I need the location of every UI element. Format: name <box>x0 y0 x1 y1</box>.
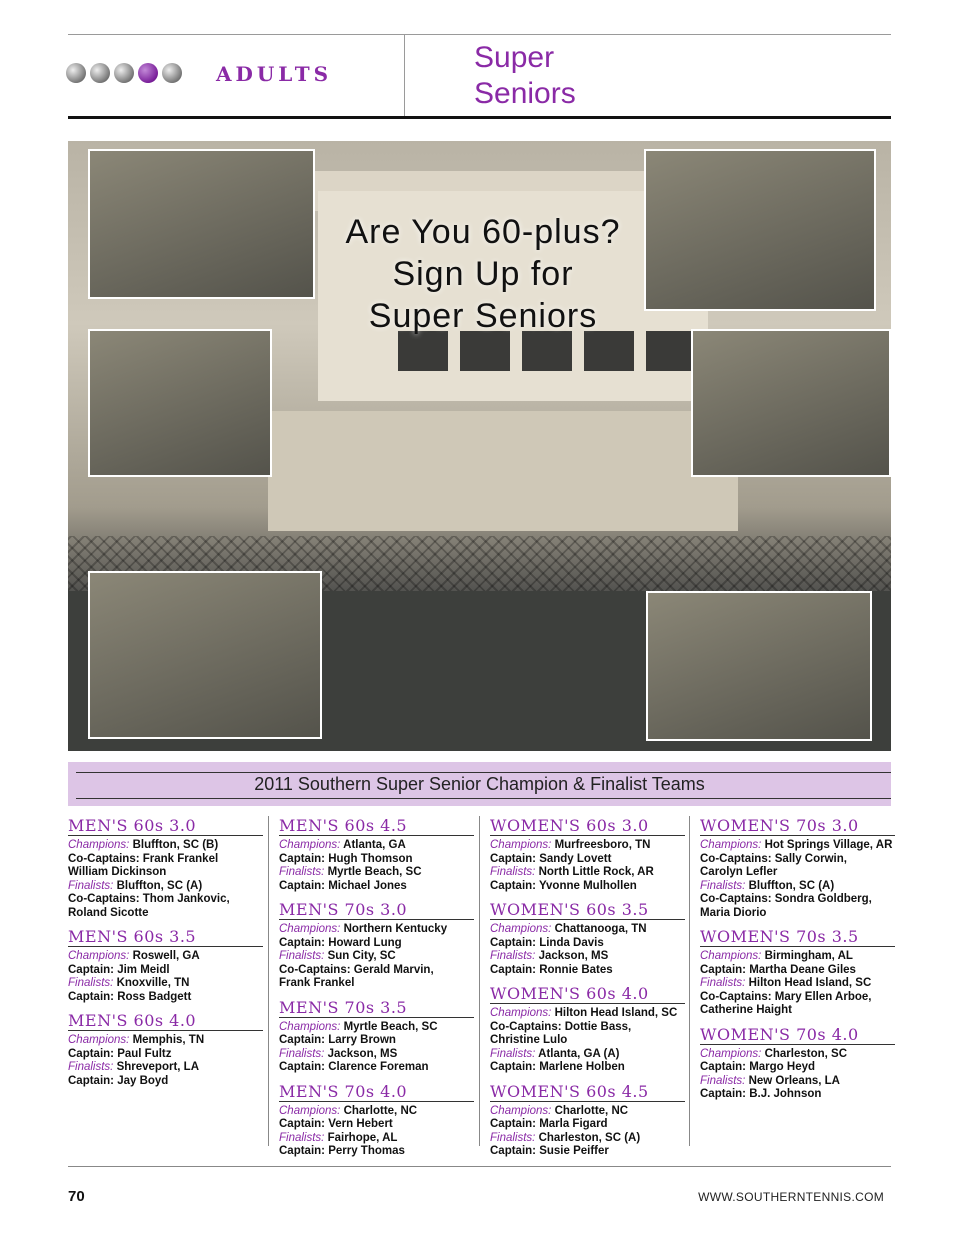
header-bottom-rule <box>68 116 891 119</box>
result-value: Jackson, MS <box>327 1047 398 1060</box>
result-value: Co-Captains: Frank Frankel <box>68 852 219 865</box>
result-label: Champions: <box>700 839 762 851</box>
result-label: Finalists: <box>490 866 536 878</box>
result-value: Hilton Head Island, SC <box>554 1007 678 1019</box>
result-value: Captain: Marlene Holben <box>490 1061 625 1073</box>
result-value: New Orleans, LA <box>748 1074 840 1087</box>
result-value: Atlanta, GA <box>343 839 406 851</box>
result-line <box>490 1021 685 1035</box>
result-line <box>490 839 685 853</box>
result-value: Birmingham, AL <box>764 950 853 962</box>
result-label: Champions: <box>68 839 130 851</box>
division-title: MEN'S 70s 3.0 <box>279 900 474 920</box>
building-windows <box>398 331 698 371</box>
division-title: WOMEN'S 70s 3.0 <box>700 816 895 836</box>
result-line <box>279 1061 474 1075</box>
result-value: Captain: Perry Thomas <box>279 1145 405 1157</box>
result-line <box>490 1061 685 1075</box>
result-value: Shreveport, LA <box>116 1061 200 1073</box>
band-rule-top <box>76 772 891 773</box>
division-spacer <box>490 977 685 984</box>
result-line <box>68 964 263 978</box>
division-spacer <box>68 920 263 927</box>
column-divider <box>689 816 690 1146</box>
page-title-line-2: Seniors <box>474 77 576 110</box>
division-block <box>279 1082 474 1159</box>
results-column-2 <box>279 816 474 1159</box>
result-label: Champions: <box>68 1034 130 1046</box>
column-divider <box>268 816 269 1146</box>
division-block <box>700 927 895 1018</box>
result-line <box>279 950 474 964</box>
result-line <box>490 950 685 964</box>
result-value: Bluffton, SC (A) <box>748 879 835 892</box>
tennis-balls-icon <box>66 63 182 83</box>
result-value: Myrtle Beach, SC <box>343 1020 438 1033</box>
result-line <box>68 1048 263 1062</box>
result-line <box>700 880 895 894</box>
tennis-ball-icon <box>162 63 182 83</box>
inset-photo-hug <box>88 149 315 299</box>
result-line <box>279 880 474 894</box>
result-line <box>279 977 474 991</box>
result-line <box>700 866 895 880</box>
result-line <box>68 866 263 880</box>
headline-line-1: Are You 60-plus? <box>345 213 621 251</box>
result-value: Jackson, MS <box>538 950 609 962</box>
division-spacer <box>490 893 685 900</box>
result-value: Charleston, SC <box>764 1047 848 1060</box>
result-line <box>490 1118 685 1132</box>
result-line <box>68 893 263 907</box>
results-title: 2011 Southern Super Senior Champion & Finalist Teams <box>254 774 705 794</box>
division-title: WOMEN'S 70s 4.0 <box>700 1025 895 1045</box>
result-label: Champions: <box>68 950 130 962</box>
result-label: Finalists: <box>700 977 746 989</box>
result-value: Christine Lulo <box>490 1034 568 1046</box>
result-value: Sun City, SC <box>327 950 396 962</box>
inset-photo-volley <box>691 329 891 477</box>
result-label: Champions: <box>279 1104 341 1117</box>
result-label: Finalists: <box>490 1047 536 1060</box>
result-line <box>279 923 474 937</box>
result-label: Finalists: <box>700 1074 746 1087</box>
result-value: Captain: Ross Badgett <box>68 990 192 1003</box>
result-line <box>700 1075 895 1089</box>
division-title: MEN'S 70s 4.0 <box>279 1082 474 1102</box>
result-value: William Dickinson <box>68 866 167 878</box>
division-title: MEN'S 60s 4.5 <box>279 816 474 836</box>
result-value: Co-Captains: Thom Jankovic, <box>68 893 230 905</box>
division-block <box>68 927 263 1004</box>
section-label: ADULTS <box>216 62 333 86</box>
result-value: Charleston, SC (A) <box>538 1131 641 1144</box>
division-title: WOMEN'S 60s 4.5 <box>490 1082 685 1102</box>
result-line <box>700 1061 895 1075</box>
result-value: Myrtle Beach, SC <box>327 866 422 878</box>
result-line <box>68 880 263 894</box>
result-line <box>490 853 685 867</box>
division-block <box>490 1082 685 1159</box>
result-line <box>490 923 685 937</box>
result-value: Co-Captains: Sondra Goldberg, <box>700 893 872 905</box>
result-value: Chattanooga, TN <box>554 923 647 935</box>
result-value: Captain: Ronnie Bates <box>490 963 613 976</box>
inset-photo-player <box>88 329 272 477</box>
result-line <box>700 1088 895 1102</box>
division-block <box>279 816 474 893</box>
result-line <box>279 1021 474 1035</box>
result-line <box>68 991 263 1005</box>
result-line <box>700 1004 895 1018</box>
division-spacer <box>279 1075 474 1082</box>
header-divider <box>404 34 405 118</box>
page-title-line-1: Super <box>474 41 555 74</box>
result-value: Co-Captains: Gerald Marvin, <box>279 963 434 976</box>
result-line <box>700 950 895 964</box>
result-line <box>279 866 474 880</box>
result-line <box>490 964 685 978</box>
result-value: Captain: Jim Meidl <box>68 963 170 976</box>
result-line <box>490 866 685 880</box>
result-value: Charlotte, NC <box>554 1104 629 1117</box>
result-value: Captain: Paul Fultz <box>68 1047 172 1060</box>
result-line <box>490 1145 685 1159</box>
result-line <box>279 1145 474 1159</box>
result-label: Finalists: <box>279 866 325 878</box>
result-value: Captain: Larry Brown <box>279 1034 396 1046</box>
results-column-1 <box>68 816 263 1088</box>
result-value: Hot Springs Village, AR <box>764 839 893 851</box>
division-title: MEN'S 60s 3.5 <box>68 927 263 947</box>
division-title: WOMEN'S 70s 3.5 <box>700 927 895 947</box>
division-title: MEN'S 70s 3.5 <box>279 998 474 1018</box>
result-line <box>490 1007 685 1021</box>
result-value: Charlotte, NC <box>343 1104 418 1117</box>
result-label: Champions: <box>490 839 552 851</box>
result-value: Maria Diorio <box>700 906 767 919</box>
division-spacer <box>68 1004 263 1011</box>
result-label: Champions: <box>490 1104 552 1117</box>
division-spacer <box>490 1075 685 1082</box>
result-label: Finalists: <box>279 1131 325 1144</box>
result-line <box>490 1132 685 1146</box>
division-block <box>279 998 474 1075</box>
result-line <box>700 907 895 921</box>
division-block <box>700 816 895 920</box>
result-value: Captain: B.J. Johnson <box>700 1088 822 1100</box>
results-band <box>68 762 891 806</box>
page-number: 70 <box>68 1188 85 1205</box>
result-value: Carolyn Lefler <box>700 866 778 878</box>
result-line <box>279 839 474 853</box>
result-value: Captain: Hugh Thomson <box>279 852 413 865</box>
result-line <box>68 950 263 964</box>
result-value: Captain: Michael Jones <box>279 879 407 892</box>
result-label: Finalists: <box>490 1131 536 1144</box>
result-value: Roswell, GA <box>132 950 200 962</box>
division-title: MEN'S 60s 3.0 <box>68 816 263 836</box>
result-line <box>279 1118 474 1132</box>
result-label: Finalists: <box>279 950 325 962</box>
result-label: Finalists: <box>700 879 746 892</box>
result-line <box>279 1132 474 1146</box>
result-line <box>68 1075 263 1089</box>
division-title: WOMEN'S 60s 4.0 <box>490 984 685 1004</box>
result-label: Champions: <box>700 950 762 962</box>
division-block <box>68 816 263 920</box>
result-value: Catherine Haight <box>700 1004 793 1016</box>
result-value: Bluffton, SC (B) <box>132 839 219 851</box>
photo-headline <box>308 211 658 337</box>
result-value: Co-Captains: Sally Corwin, <box>700 852 847 865</box>
result-value: Murfreesboro, TN <box>554 839 651 851</box>
footer-url: WWW.SOUTHERNTENNIS.COM <box>698 1190 884 1204</box>
result-line <box>490 1034 685 1048</box>
division-spacer <box>700 1018 895 1025</box>
result-label: Champions: <box>279 923 341 935</box>
photo-collage <box>68 141 891 751</box>
result-line <box>279 1048 474 1062</box>
result-value: Fairhope, AL <box>327 1131 398 1144</box>
result-label: Champions: <box>490 1007 552 1019</box>
result-line <box>279 1105 474 1119</box>
division-block <box>279 900 474 991</box>
header-top-rule <box>68 34 891 35</box>
result-line <box>279 964 474 978</box>
result-value: Captain: Linda Davis <box>490 936 604 949</box>
result-value: Memphis, TN <box>132 1034 205 1046</box>
result-line <box>490 1105 685 1119</box>
result-line <box>279 853 474 867</box>
division-title: WOMEN'S 60s 3.5 <box>490 900 685 920</box>
result-line <box>490 880 685 894</box>
tennis-ball-icon <box>90 63 110 83</box>
footer-rule <box>68 1166 891 1167</box>
inset-photo-forehand <box>88 571 322 739</box>
division-title: MEN'S 60s 4.0 <box>68 1011 263 1031</box>
result-value: Co-Captains: Mary Ellen Arboe, <box>700 990 872 1003</box>
result-value: Captain: Marla Figard <box>490 1118 608 1130</box>
division-block <box>490 984 685 1075</box>
column-divider <box>479 816 480 1146</box>
result-line <box>700 964 895 978</box>
division-title: WOMEN'S 60s 3.0 <box>490 816 685 836</box>
result-label: Finalists: <box>68 977 114 989</box>
tennis-ball-icon <box>114 63 134 83</box>
result-label: Champions: <box>279 839 341 851</box>
results-column-4 <box>700 816 895 1102</box>
result-value: Captain: Jay Boyd <box>68 1074 169 1087</box>
result-line <box>700 1048 895 1062</box>
result-value: Roland Sicotte <box>68 906 149 919</box>
result-line <box>700 893 895 907</box>
division-block <box>700 1025 895 1102</box>
headline-line-3: Super Seniors <box>368 297 598 335</box>
results-column-3 <box>490 816 685 1159</box>
result-value: Captain: Clarence Foreman <box>279 1061 429 1073</box>
result-value: Captain: Howard Lung <box>279 936 402 949</box>
result-value: Northern Kentucky <box>343 923 448 935</box>
result-line <box>700 853 895 867</box>
building-porch <box>268 411 738 531</box>
result-label: Champions: <box>700 1047 762 1060</box>
page-title <box>474 40 576 112</box>
result-label: Finalists: <box>279 1047 325 1060</box>
result-line <box>68 839 263 853</box>
result-label: Finalists: <box>68 1061 114 1073</box>
band-rule-bottom <box>76 798 891 799</box>
division-block <box>490 816 685 893</box>
result-label: Champions: <box>490 923 552 935</box>
result-line <box>490 1048 685 1062</box>
result-line <box>700 991 895 1005</box>
result-value: Hilton Head Island, SC <box>748 977 872 989</box>
tennis-ball-highlight-icon <box>138 63 158 83</box>
result-value: Captain: Vern Hebert <box>279 1118 393 1130</box>
result-value: Bluffton, SC (A) <box>116 879 203 892</box>
tennis-ball-icon <box>66 63 86 83</box>
inset-photo-shirt <box>644 149 876 311</box>
division-block <box>490 900 685 977</box>
result-label: Finalists: <box>68 879 114 892</box>
inset-photo-walkway <box>646 591 872 741</box>
result-value: Frank Frankel <box>279 977 355 989</box>
result-value: Captain: Martha Deane Giles <box>700 963 856 976</box>
result-label: Finalists: <box>490 950 536 962</box>
result-value: Captain: Susie Peiffer <box>490 1145 609 1157</box>
result-line <box>68 853 263 867</box>
division-spacer <box>279 991 474 998</box>
result-line <box>279 1034 474 1048</box>
result-value: Captain: Yvonne Mulhollen <box>490 879 637 892</box>
division-spacer <box>279 893 474 900</box>
result-line <box>700 977 895 991</box>
result-value: Knoxville, TN <box>116 977 190 989</box>
division-spacer <box>700 920 895 927</box>
result-value: Captain: Sandy Lovett <box>490 852 612 865</box>
result-value: Co-Captains: Dottie Bass, <box>490 1020 632 1033</box>
headline-line-2: Sign Up for <box>392 255 574 293</box>
result-value: North Little Rock, AR <box>538 866 654 878</box>
result-value: Captain: Margo Heyd <box>700 1061 816 1073</box>
result-line <box>490 937 685 951</box>
result-line <box>279 937 474 951</box>
result-value: Atlanta, GA (A) <box>538 1047 620 1060</box>
result-line <box>68 1034 263 1048</box>
result-line <box>68 977 263 991</box>
result-line <box>68 1061 263 1075</box>
division-block <box>68 1011 263 1088</box>
result-label: Champions: <box>279 1020 341 1033</box>
result-line <box>700 839 895 853</box>
result-line <box>68 907 263 921</box>
